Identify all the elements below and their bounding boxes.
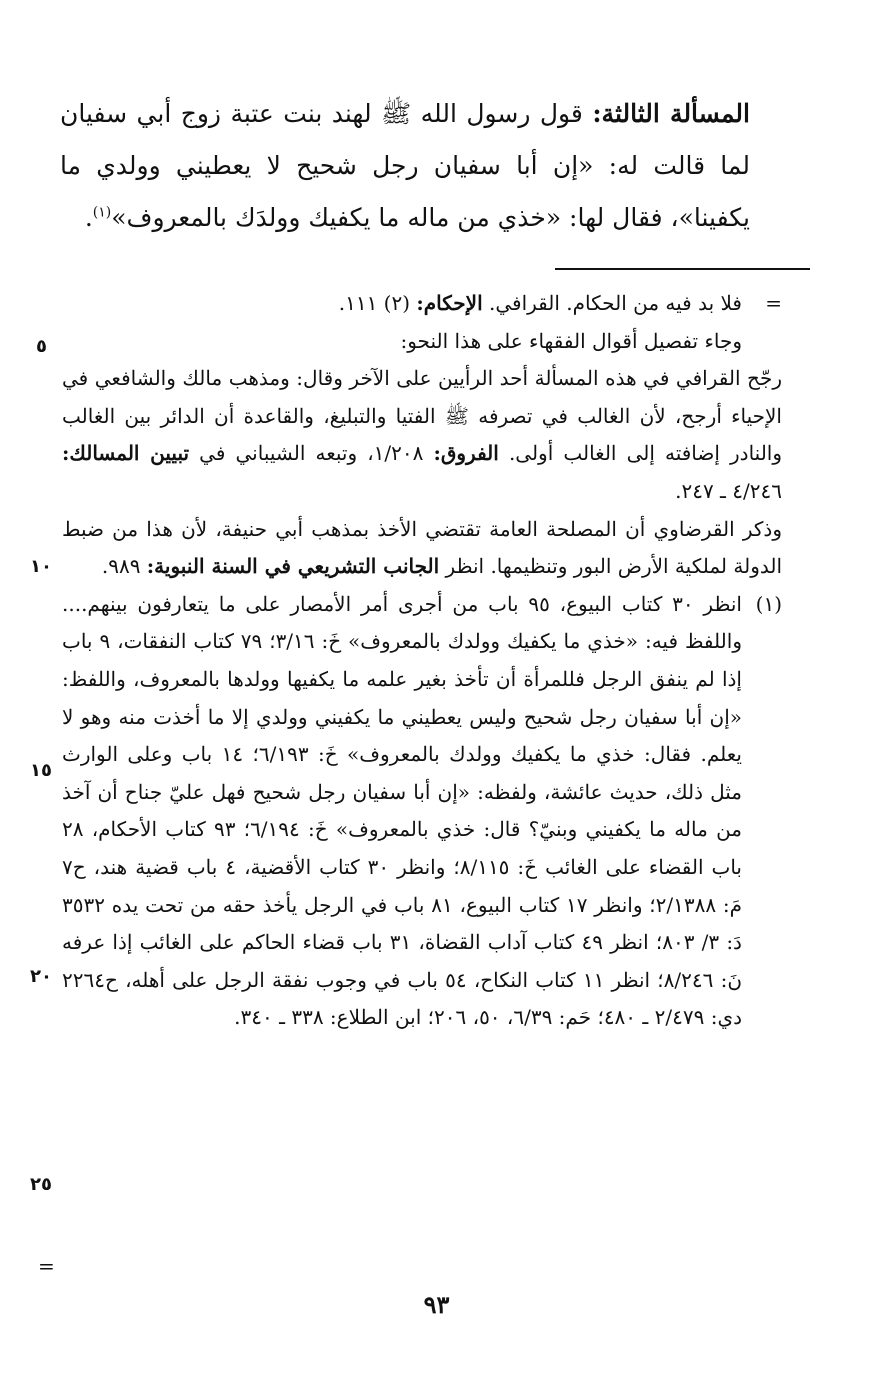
page-number: ٩٣ xyxy=(423,1290,450,1319)
main-end-period: . xyxy=(84,203,93,232)
footnote-number: (١) xyxy=(755,591,782,616)
book-title: الإحكام: xyxy=(416,291,483,315)
line-number-15: ١٥ xyxy=(30,760,52,781)
note-paragraph xyxy=(62,511,782,586)
note-text: رجّح القرافي في هذه المسألة أحد الرأيين على الآخر وقال: ومذهب مالك والشافعي في الإحياء أرجح، لأن الغالب في تصرفه ﷺ الفتيا والتبليغ، والقاعدة أن الدائر بين الغالب والنادر إضافته إلى الغالب أولى. xyxy=(62,366,783,466)
note-paragraph xyxy=(62,360,782,510)
line-number-20: ٢٠ xyxy=(30,966,52,987)
note-text: ٩٨٩. xyxy=(101,554,141,579)
footnote-reference: (١) xyxy=(92,204,112,221)
book-title: الجانب التشريعي في السنة النبوية: xyxy=(146,554,440,579)
book-title: تبيين المسالك: xyxy=(62,441,190,466)
main-paragraph xyxy=(60,88,750,244)
footnote-separator xyxy=(555,268,810,270)
issue-heading: المسألة الثالثة: xyxy=(592,99,750,128)
note-paragraph: وجاء تفصيل أقوال الفقهاء على هذا النحو: xyxy=(400,328,742,353)
footnote-1 xyxy=(62,586,782,1037)
main-body-text: قول رسول الله ﷺ لهند بنت عتبة زوج أبي سفيان لما قالت له: «إن أبا سفيان رجل شحيح لا يعطيني وولدي ما يكفينا»، فقال لها: «خذي من ماله ما يكفيك وولدَك بالمعروف» xyxy=(60,99,750,232)
line-number-10: ١٠ xyxy=(30,556,52,577)
note-text: وذكر القرضاوي أن المصلحة العامة تقتضي الأخذ بمذهب أبي حنيفة، لأن هذا من ضبط الدولة لملكية الأرض البور وتنظيمها. انظر xyxy=(62,516,782,579)
continuation-marker-bottom: = xyxy=(38,1254,55,1278)
line-number-25: ٢٥ xyxy=(30,1174,52,1195)
note-text: فلا بد فيه من الحكام. القرافي. xyxy=(489,291,742,315)
note-text: (٢) ١١١. xyxy=(338,291,411,315)
line-number-5: ٥ xyxy=(36,336,47,357)
continued-note xyxy=(62,285,782,323)
footnote-text: انظر ٣٠ كتاب البيوع، ٩٥ باب من أجرى أمر الأمصار على ما يتعارفون بينهم.... واللفظ فيه: «خذي ما يكفيك وولدك بالمعروف» خَ: ٣/١٦؛ ٧٩ كتاب النفقات، ٩ باب إذا لم ينفق الرجل فللمرأة أن تأخذ بغير علمه ما يكفيها وولدها بالمعروف، واللفظ: «إن أبا سفيان رجل شحيح وليس يعطيني ما يكفيني وولدي إلا ما أخذت منه وهو لا يعلم. فقال: خذي ما يكفيك وولدك بالمعروف» خَ: ٦/١٩٣؛ ١٤ باب وعلى الوارث مثل ذلك، حديث عائشة، ولفظه: «إن أبا سفيان رجل شحيح فهل عليّ جناح أن آخذ من ماله ما يكفيني وبنيّ؟ قال: خذي بالمعروف» خَ: ٦/١٩٤؛ ٩٣ كتاب الأحكام، ٢٨ باب القضاء على الغائب خَ: ٨/١١٥؛ وانظر ٣٠ كتاب الأقضية، ٤ باب قضية هند، ح٧ مَ: ٢/١٣٨٨؛ وانظر ١٧ كتاب البيوع، ٨١ باب في الرجل يأخذ حقه من تحت يده ٣٥٣٢ دَ: ٣/ ٨٠٣؛ انظر ٤٩ كتاب آداب القضاة، ٣١ باب قضاء الحاكم على الغائب إذا عرفه نَ: ٨/٢٤٦؛ انظر ١١ كتاب النكاح، ٥٤ باب في وجوب نفقة الرجل على أهله، ح٢٢٦٤ دي: ٢/٤٧٩ ـ ٤٨٠؛ حَم: ٦/٣٩، ٥٠، ٢٠٦؛ ابن الطلاع: ٣٣٨ ـ ٣٤٠. xyxy=(62,591,743,1030)
book-title: الفروق: xyxy=(433,441,499,466)
footnotes-section xyxy=(62,285,782,1037)
note-text: ٤/٢٤٦ ـ ٢٤٧. xyxy=(675,478,782,503)
note-text: ١/٢٠٨، وتبعه الشيباني في xyxy=(199,441,424,466)
continuation-marker: = xyxy=(765,291,782,315)
